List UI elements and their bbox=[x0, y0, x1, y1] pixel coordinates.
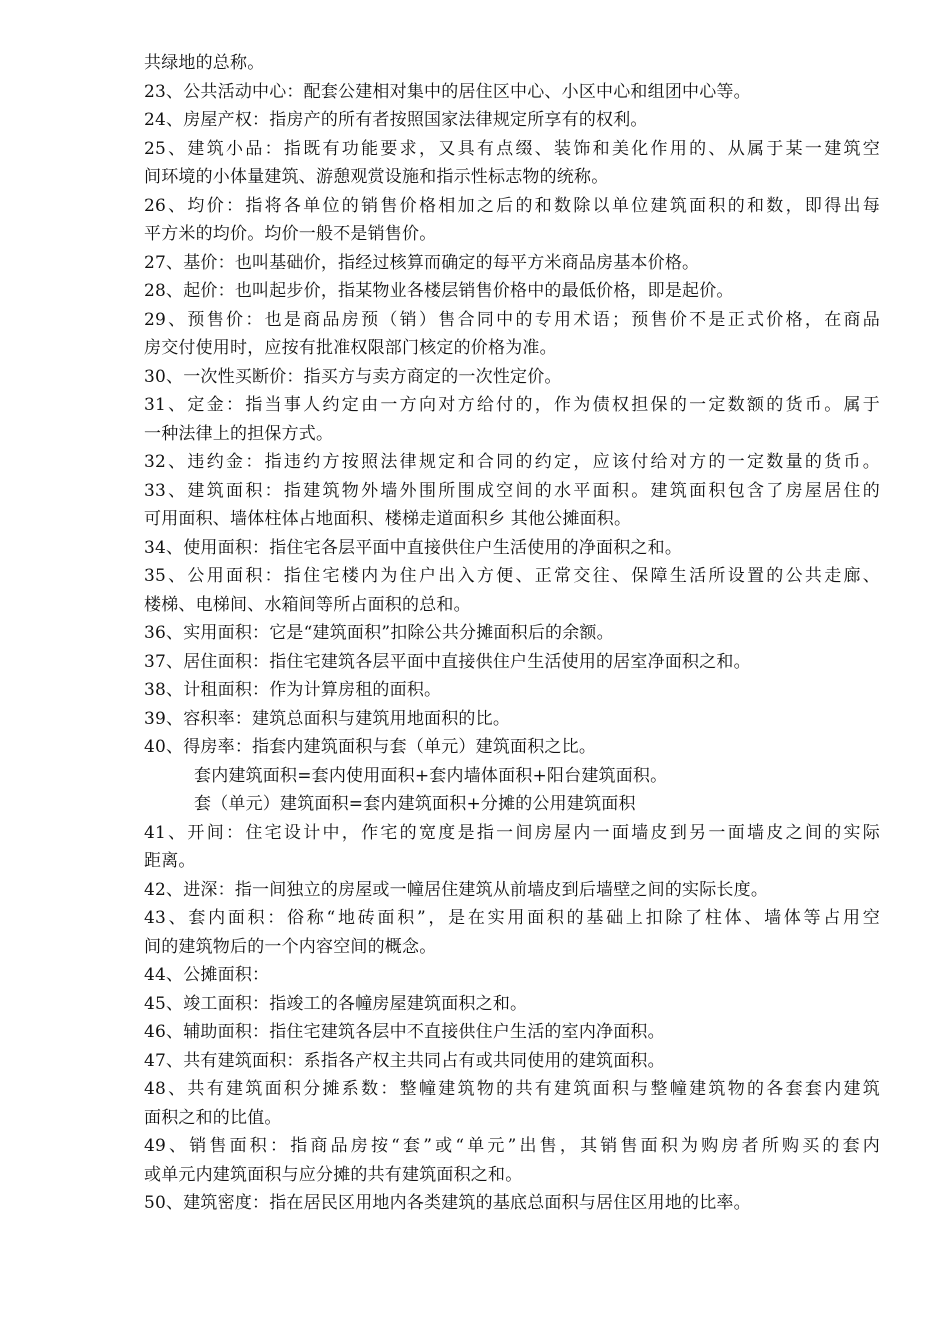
text-line: 25、建筑小品：指既有功能要求，又具有点缀、装饰和美化作用的、从属于某一建筑空 bbox=[144, 138, 880, 159]
text-line: 45、竣工面积：指竣工的各幢房屋建筑面积之和。 bbox=[144, 993, 528, 1014]
text-line: 44、公摊面积： bbox=[144, 965, 270, 985]
text-line: 31、定金：指当事人约定由一方向对方给付的，作为债权担保的一定数额的货币。属于 bbox=[144, 395, 880, 415]
text-line: 47、共有建筑面积：系指各产权主共同占有或共同使用的建筑面积。 bbox=[144, 1050, 665, 1071]
text-line: 46、辅助面积：指住宅建筑各层中不直接供住户生活的室内净面积。 bbox=[144, 1022, 665, 1042]
text-line: 23、公共活动中心：配套公建相对集中的居住区中心、小区中心和组团中心等。 bbox=[144, 81, 751, 102]
text-line: 26、均价：指将各单位的销售价格相加之后的和数除以单位建筑面积的和数，即得出每 bbox=[144, 195, 880, 216]
text-line: 楼梯、电梯间、水箱间等所占面积的总和。 bbox=[144, 594, 471, 615]
text-line: 42、进深：指一间独立的房屋或一幢居住建筑从前墙皮到后墙壁之间的实际长度。 bbox=[144, 879, 769, 900]
text-line: 36、实用面积：它是“建筑面积”扣除公共分摊面积后的余额。 bbox=[144, 623, 614, 643]
text-line: 套内建筑面积=套内使用面积+套内墙体面积+阳台建筑面积。 bbox=[194, 765, 668, 786]
text-line: 48、共有建筑面积分摊系数：整幢建筑物的共有建筑面积与整幢建筑物的各套套内建筑 bbox=[144, 1079, 880, 1099]
text-line: 一种法律上的担保方式。 bbox=[144, 423, 334, 444]
document-body bbox=[144, 49, 880, 1218]
text-line: 28、起价：也叫起步价，指某物业各楼层销售价格中的最低价格，即是起价。 bbox=[144, 281, 734, 301]
text-line: 间环境的小体量建筑、游憩观赏设施和指示性标志物的统称。 bbox=[144, 167, 609, 187]
text-line: 29、预售价：也是商品房预（销）售合同中的专用术语；预售价不是正式价格，在商品 bbox=[144, 309, 880, 330]
text-line: 平方米的均价。均价一般不是销售价。 bbox=[144, 224, 437, 244]
text-line: 可用面积、墙体柱体占地面积、楼梯走道面积乡 其他公摊面积。 bbox=[144, 509, 632, 529]
text-line: 49、销售面积：指商品房按“套”或“单元”出售，其销售面积为购房者所购买的套内 bbox=[144, 1136, 880, 1156]
text-line: 33、建筑面积：指建筑物外墙外围所围成空间的水平面积。建筑面积包含了房屋居住的 bbox=[144, 480, 880, 501]
text-line: 38、计租面积：作为计算房租的面积。 bbox=[144, 680, 442, 700]
text-line: 27、基价：也叫基础价，指经过核算而确定的每平方米商品房基本价格。 bbox=[144, 252, 700, 273]
text-line: 43、套内面积：俗称“地砖面积”，是在实用面积的基础上扣除了柱体、墙体等占用空 bbox=[144, 908, 880, 928]
text-line: 面积之和的比值。 bbox=[144, 1107, 282, 1128]
text-line: 40、得房率：指套内建筑面积与套（单元）建筑面积之比。 bbox=[144, 737, 597, 757]
text-line: 50、建筑密度：指在居民区用地内各类建筑的基底总面积与居住区用地的比率。 bbox=[144, 1193, 751, 1213]
text-line: 35、公用面积：指住宅楼内为住户出入方便、正常交往、保障生活所设置的公共走廊、 bbox=[144, 566, 880, 586]
text-line: 共绿地的总称。 bbox=[144, 53, 265, 73]
text-line: 32、违约金：指违约方按照法律规定和合同的约定，应该付给对方的一定数量的货币。 bbox=[144, 452, 880, 472]
text-line: 房交付使用时，应按有批准权限部门核定的价格为准。 bbox=[144, 338, 557, 358]
text-line: 41、开间：住宅设计中，作宅的宽度是指一间房屋内一面墙皮到另一面墙皮之间的实际 bbox=[144, 822, 880, 843]
text-line: 39、容积率：建筑总面积与建筑用地面积的比。 bbox=[144, 708, 511, 729]
text-line: 24、房屋产权：指房产的所有者按照国家法律规定所享有的权利。 bbox=[144, 110, 648, 130]
text-line: 间的建筑物后的一个内容空间的概念。 bbox=[144, 936, 437, 957]
text-line: 37、居住面积：指住宅建筑各层平面中直接供住户生活使用的居室净面积之和。 bbox=[144, 651, 751, 672]
text-line: 30、一次性买断价：指买方与卖方商定的一次性定价。 bbox=[144, 366, 562, 387]
text-line: 或单元内建筑面积与应分摊的共有建筑面积之和。 bbox=[144, 1164, 523, 1185]
text-line: 套（单元）建筑面积=套内建筑面积+分摊的公用建筑面积 bbox=[194, 794, 636, 814]
text-line: 距离。 bbox=[144, 851, 196, 871]
text-line: 34、使用面积：指住宅各层平面中直接供住户生活使用的净面积之和。 bbox=[144, 537, 683, 558]
